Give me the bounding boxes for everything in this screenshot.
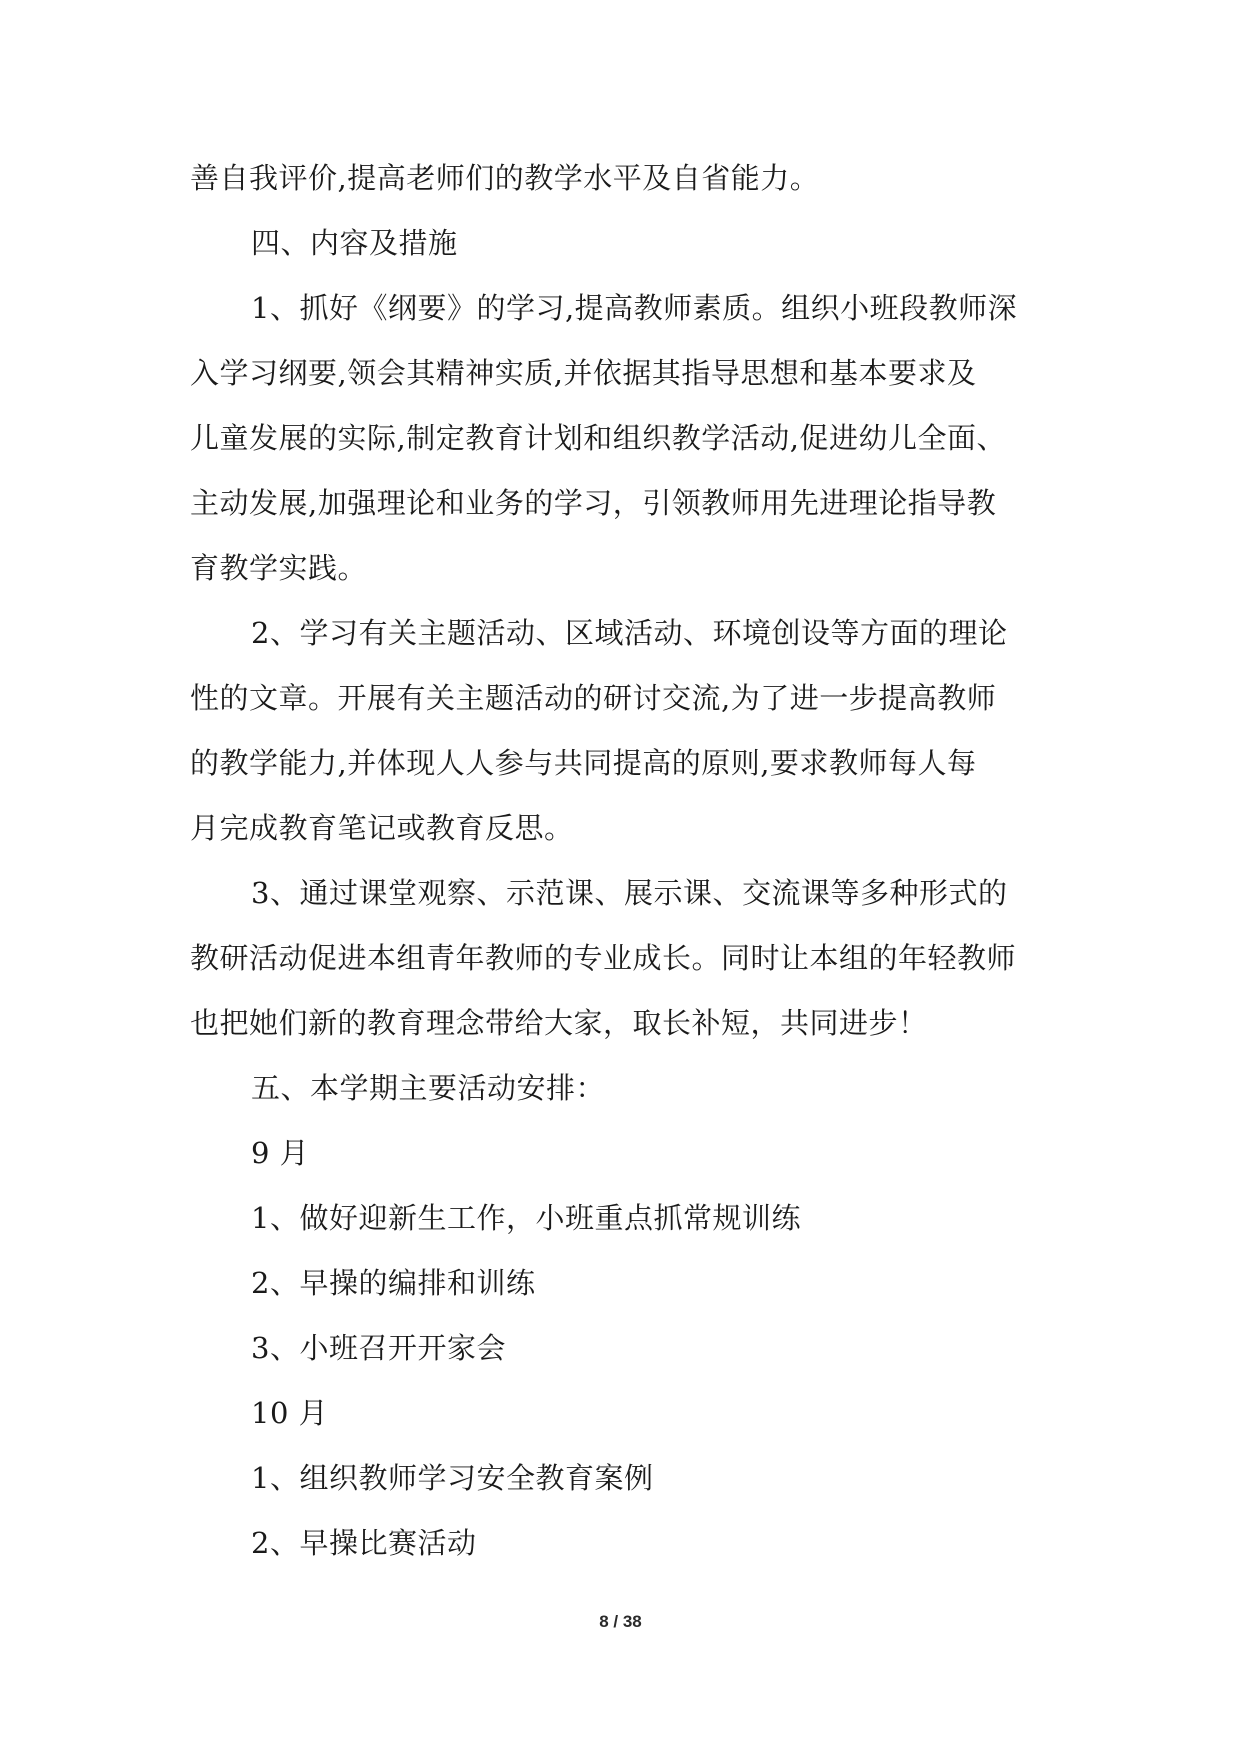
list-item: 3、小班召开开家会: [251, 1331, 506, 1365]
document-body: [190, 146, 1070, 1576]
page-number: 8 / 38: [599, 1612, 642, 1631]
paragraph-line: 月完成教育笔记或教育反思。: [190, 811, 574, 845]
paragraph-line: 入学习纲要,领会其精神实质,并依据其指导思想和基本要求及: [190, 356, 977, 390]
paragraph-line: 主动发展,加强理论和业务的学习，引领教师用先进理论指导教: [190, 486, 997, 520]
list-item: 1、组织教师学习安全教育案例: [251, 1461, 654, 1495]
section-heading: 四、内容及措施: [251, 226, 458, 260]
list-item: 2、早操比赛活动: [251, 1526, 477, 1560]
paragraph-line: 的教学能力,并体现人人参与共同提高的原则,要求教师每人每: [190, 746, 977, 780]
section-heading: 五、本学期主要活动安排：: [251, 1071, 606, 1105]
list-item: 1、做好迎新生工作，小班重点抓常规训练: [251, 1201, 801, 1235]
paragraph-line: 1、抓好《纲要》的学习,提高教师素质。组织小班段教师深: [251, 291, 1018, 325]
paragraph-line: 儿童发展的实际,制定教育计划和组织教学活动,促进幼儿全面、: [190, 421, 1006, 455]
paragraph-line: 教研活动促进本组青年教师的专业成长。同时让本组的年轻教师: [190, 941, 1017, 975]
month-heading: 10 月: [251, 1396, 329, 1430]
list-item: 2、早操的编排和训练: [251, 1266, 536, 1300]
paragraph-line: 善自我评价,提高老师们的教学水平及自省能力。: [190, 161, 820, 195]
paragraph-line: 性的文章。开展有关主题活动的研讨交流,为了进一步提高教师: [190, 681, 997, 715]
paragraph-line: 2、学习有关主题活动、区域活动、环境创设等方面的理论: [251, 616, 1008, 650]
paragraph-line: 育教学实践。: [190, 551, 368, 585]
paragraph-line: 3、通过课堂观察、示范课、展示课、交流课等多种形式的: [251, 876, 1008, 910]
month-heading: 9 月: [251, 1136, 310, 1170]
paragraph-line: 也把她们新的教育理念带给大家，取长补短，共同进步！: [190, 1006, 928, 1040]
